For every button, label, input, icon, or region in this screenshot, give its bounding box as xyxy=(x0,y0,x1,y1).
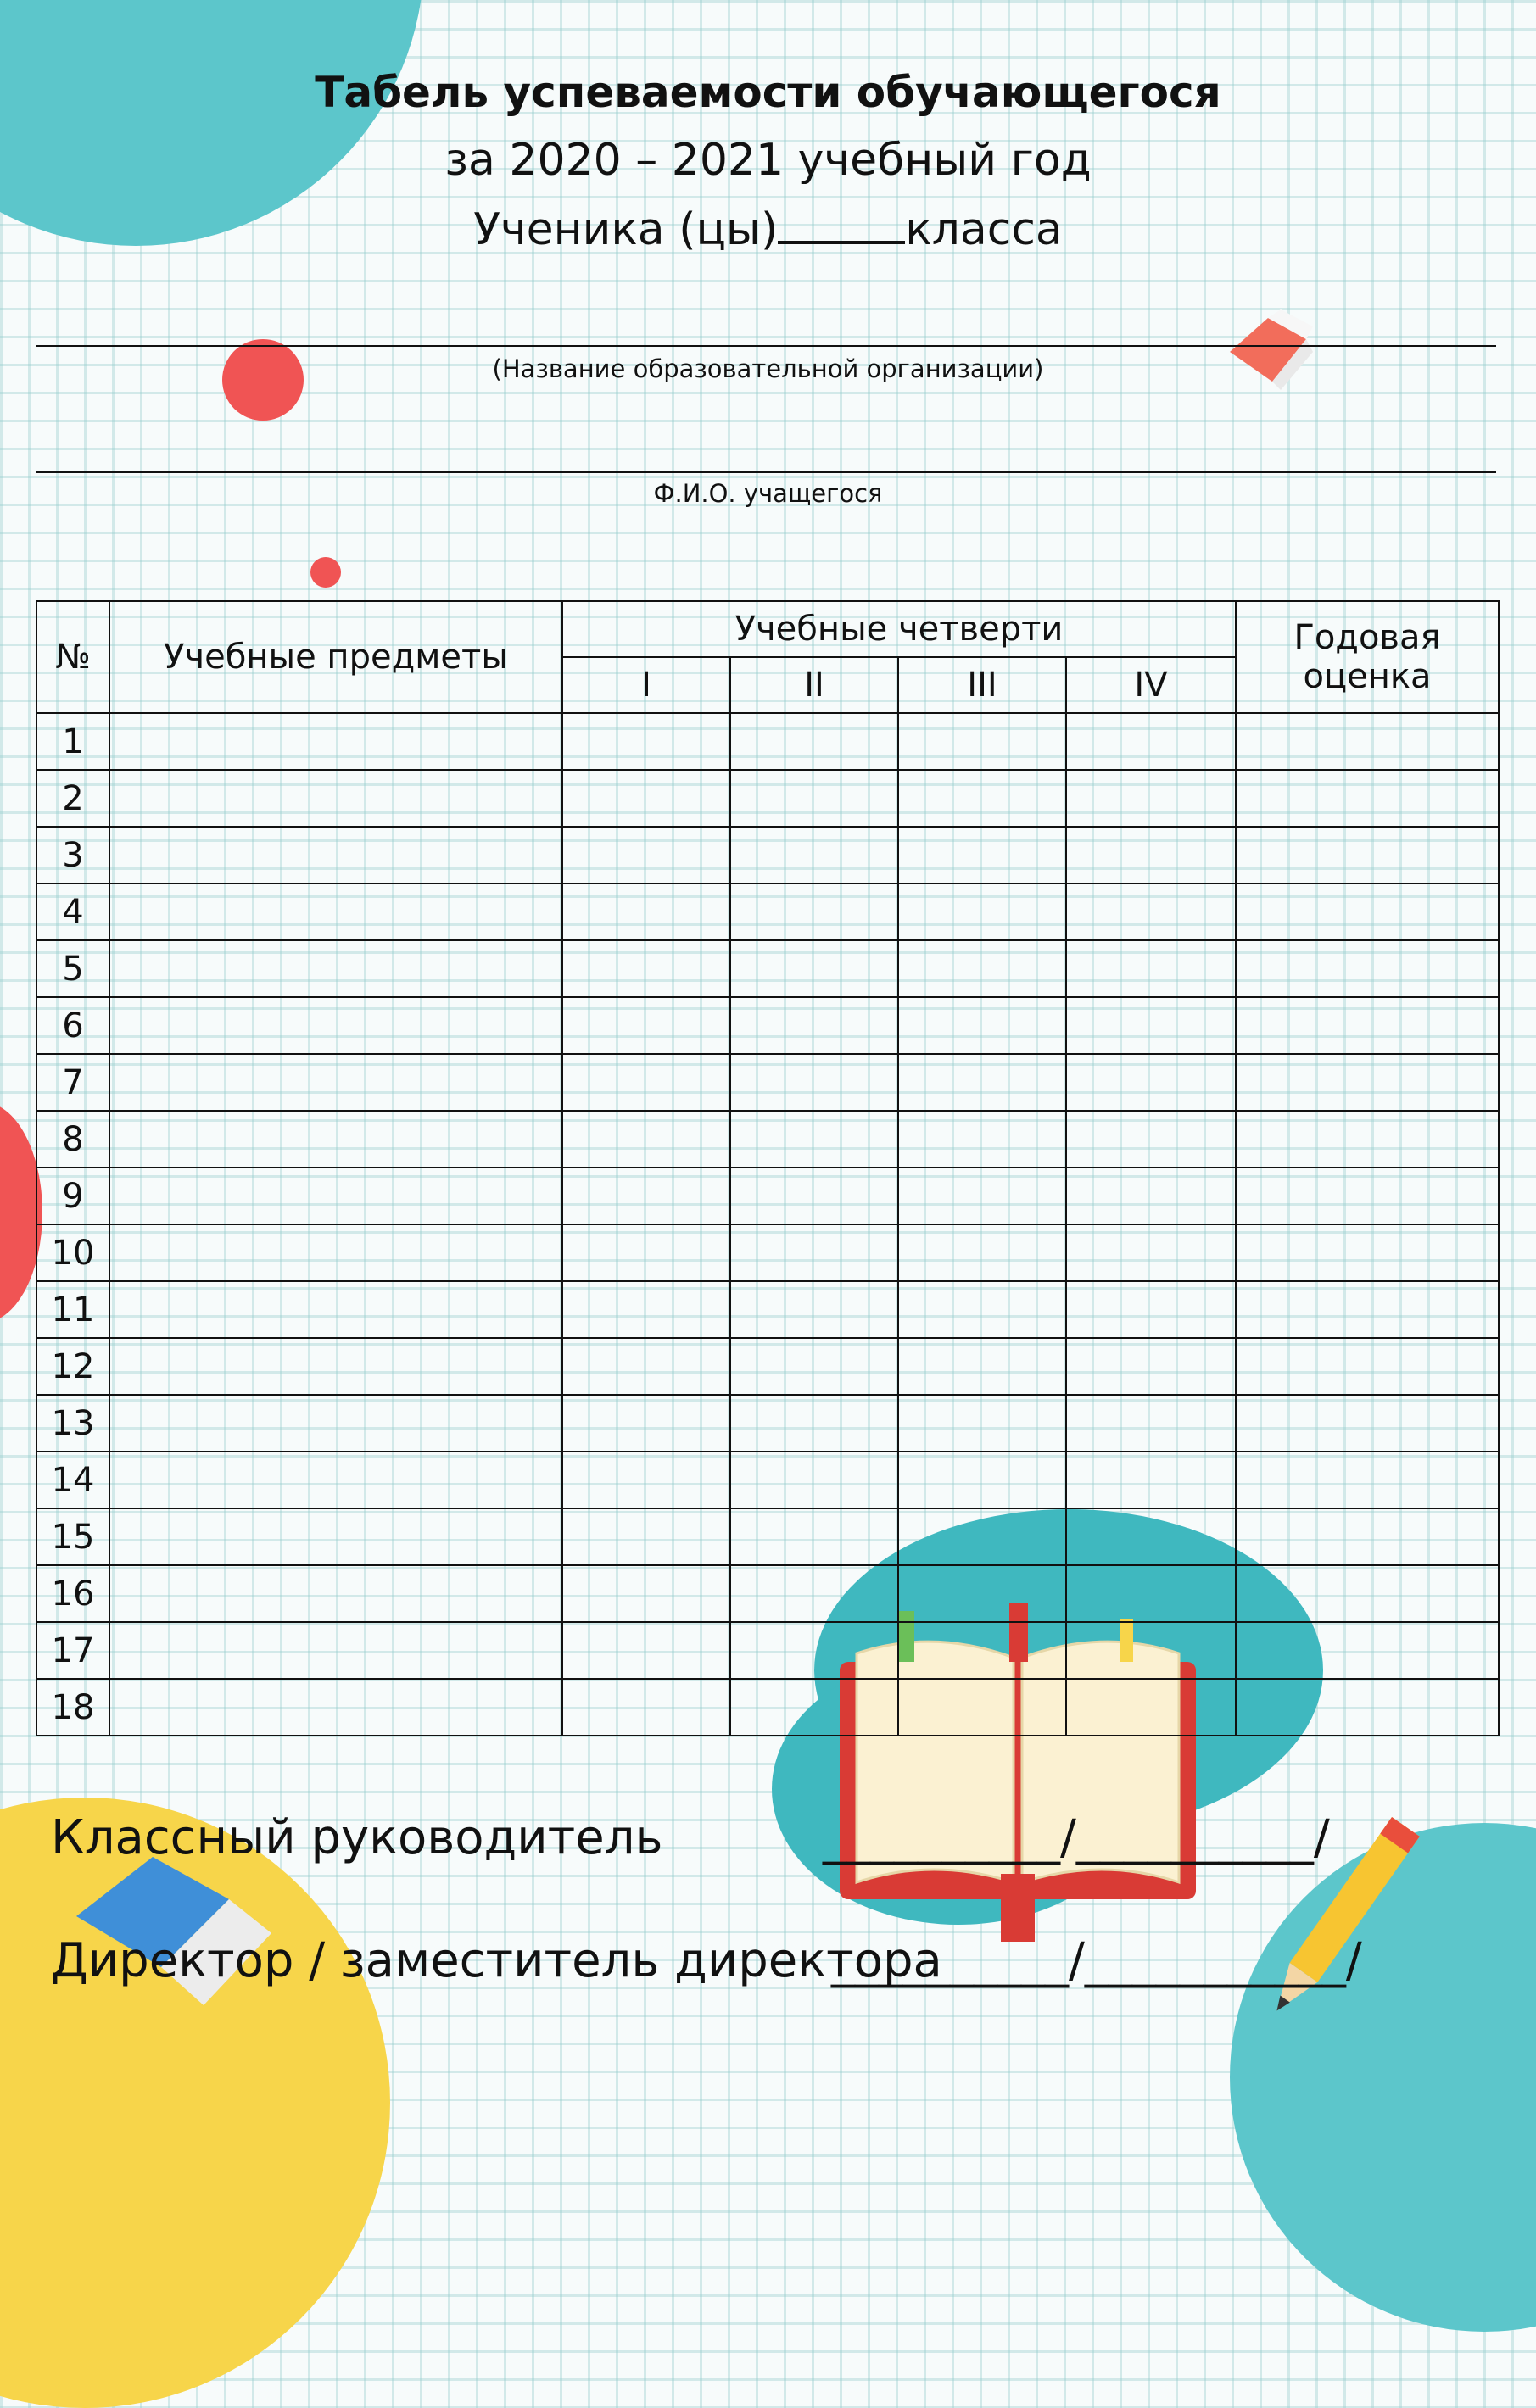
annual-grade-cell[interactable] xyxy=(1236,1395,1499,1452)
quarter-2-cell[interactable] xyxy=(730,1508,898,1565)
quarter-1-cell[interactable] xyxy=(562,770,730,827)
annual-grade-cell[interactable] xyxy=(1236,1054,1499,1111)
table-row xyxy=(36,997,1499,1054)
row-number: 5 xyxy=(36,940,109,997)
subject-cell[interactable] xyxy=(109,1565,562,1622)
quarter-3-cell[interactable] xyxy=(898,827,1066,883)
table-row xyxy=(36,1111,1499,1168)
row-number: 14 xyxy=(36,1452,109,1508)
subject-cell[interactable] xyxy=(109,827,562,883)
subject-cell[interactable] xyxy=(109,1338,562,1395)
quarter-1-cell[interactable] xyxy=(562,1452,730,1508)
quarter-4-cell[interactable] xyxy=(1066,770,1236,827)
quarter-4-header: IV xyxy=(1066,657,1236,713)
quarter-1-cell[interactable] xyxy=(562,1224,730,1281)
quarter-2-cell[interactable] xyxy=(730,1054,898,1111)
quarter-1-cell[interactable] xyxy=(562,1679,730,1736)
annual-grade-cell[interactable] xyxy=(1236,770,1499,827)
annual-grade-cell[interactable] xyxy=(1236,1338,1499,1395)
subject-cell[interactable] xyxy=(109,940,562,997)
quarter-1-cell[interactable] xyxy=(562,940,730,997)
quarter-3-cell[interactable] xyxy=(898,1452,1066,1508)
annual-grade-cell[interactable] xyxy=(1236,1224,1499,1281)
annual-grade-cell[interactable] xyxy=(1236,1679,1499,1736)
organization-caption: (Название образовательной организации) xyxy=(492,354,1044,383)
quarter-2-cell[interactable] xyxy=(730,883,898,940)
row-number: 16 xyxy=(36,1565,109,1622)
quarter-4-cell[interactable] xyxy=(1066,997,1236,1054)
director-label: Директор / заместитель директора xyxy=(51,1933,942,1988)
annual-grade-cell[interactable] xyxy=(1236,883,1499,940)
table-row xyxy=(36,1054,1499,1111)
quarter-3-cell[interactable] xyxy=(898,1054,1066,1111)
quarter-2-cell[interactable] xyxy=(730,1111,898,1168)
table-row xyxy=(36,1622,1499,1679)
student-suffix: класса xyxy=(905,204,1063,255)
subject-cell[interactable] xyxy=(109,1224,562,1281)
grades-table-body xyxy=(36,713,1499,1736)
quarter-1-cell[interactable] xyxy=(562,997,730,1054)
quarters-header: Учебные четверти xyxy=(562,601,1236,657)
quarter-3-cell[interactable] xyxy=(898,770,1066,827)
table-row xyxy=(36,1338,1499,1395)
quarter-2-cell[interactable] xyxy=(730,1622,898,1679)
class-teacher-label: Классный руководитель xyxy=(51,1810,663,1865)
quarter-3-cell[interactable] xyxy=(898,1111,1066,1168)
row-number: 12 xyxy=(36,1338,109,1395)
quarter-2-cell[interactable] xyxy=(730,1679,898,1736)
quarter-3-cell[interactable] xyxy=(898,1395,1066,1452)
table-row xyxy=(36,1679,1499,1736)
quarter-4-cell[interactable] xyxy=(1066,1452,1236,1508)
row-number: 2 xyxy=(36,770,109,827)
quarter-2-header: II xyxy=(730,657,898,713)
row-number: 4 xyxy=(36,883,109,940)
quarter-3-cell[interactable] xyxy=(898,1679,1066,1736)
quarter-3-cell[interactable] xyxy=(898,940,1066,997)
annual-grade-header-line2: оценка xyxy=(1303,657,1432,696)
annual-grade-cell[interactable] xyxy=(1236,940,1499,997)
subject-cell[interactable] xyxy=(109,1054,562,1111)
quarter-2-cell[interactable] xyxy=(730,940,898,997)
annual-grade-cell[interactable] xyxy=(1236,1622,1499,1679)
table-row xyxy=(36,770,1499,827)
table-row xyxy=(36,1452,1499,1508)
table-row xyxy=(36,827,1499,883)
quarter-1-cell[interactable] xyxy=(562,1338,730,1395)
annual-grade-cell[interactable] xyxy=(1236,713,1499,770)
quarter-3-cell[interactable] xyxy=(898,1224,1066,1281)
row-number: 11 xyxy=(36,1281,109,1338)
row-number: 3 xyxy=(36,827,109,883)
quarter-2-cell[interactable] xyxy=(730,1395,898,1452)
quarter-4-cell[interactable] xyxy=(1066,1508,1236,1565)
student-prefix: Ученика (цы) xyxy=(473,204,779,255)
grades-table xyxy=(36,600,1500,1736)
quarter-2-cell[interactable] xyxy=(730,1565,898,1622)
quarter-1-cell[interactable] xyxy=(562,1508,730,1565)
annual-grade-cell[interactable] xyxy=(1236,1111,1499,1168)
row-number: 1 xyxy=(36,713,109,770)
subject-cell[interactable] xyxy=(109,1622,562,1679)
quarter-2-cell[interactable] xyxy=(730,1224,898,1281)
table-row xyxy=(36,1168,1499,1224)
quarter-1-cell[interactable] xyxy=(562,1565,730,1622)
quarter-1-cell[interactable] xyxy=(562,1054,730,1111)
quarter-2-cell[interactable] xyxy=(730,1281,898,1338)
table-row xyxy=(36,1281,1499,1338)
row-number: 15 xyxy=(36,1508,109,1565)
row-number: 18 xyxy=(36,1679,109,1736)
row-number: 9 xyxy=(36,1168,109,1224)
subject-cell[interactable] xyxy=(109,770,562,827)
quarter-4-cell[interactable] xyxy=(1066,713,1236,770)
quarter-4-cell[interactable] xyxy=(1066,1679,1236,1736)
quarter-1-cell[interactable] xyxy=(562,827,730,883)
quarter-3-cell[interactable] xyxy=(898,1508,1066,1565)
subject-cell[interactable] xyxy=(109,1395,562,1452)
annual-grade-cell[interactable] xyxy=(1236,1452,1499,1508)
quarter-2-cell[interactable] xyxy=(730,770,898,827)
quarter-1-cell[interactable] xyxy=(562,713,730,770)
quarter-4-cell[interactable] xyxy=(1066,1168,1236,1224)
quarter-4-cell[interactable] xyxy=(1066,1281,1236,1338)
quarter-2-cell[interactable] xyxy=(730,827,898,883)
row-number: 6 xyxy=(36,997,109,1054)
annual-grade-cell[interactable] xyxy=(1236,1168,1499,1224)
quarter-4-cell[interactable] xyxy=(1066,1622,1236,1679)
quarter-1-cell[interactable] xyxy=(562,1111,730,1168)
organization-line[interactable] xyxy=(36,345,1496,347)
row-number: 7 xyxy=(36,1054,109,1111)
annual-grade-cell[interactable] xyxy=(1236,997,1499,1054)
quarter-2-cell[interactable] xyxy=(730,997,898,1054)
annual-grade-cell[interactable] xyxy=(1236,1508,1499,1565)
annual-grade-header-line1: Годовая xyxy=(1293,618,1441,657)
quarter-2-cell[interactable] xyxy=(730,1168,898,1224)
student-class-line xyxy=(0,195,1536,265)
table-row xyxy=(36,1224,1499,1281)
quarter-1-header: I xyxy=(562,657,730,713)
quarter-4-cell[interactable] xyxy=(1066,1224,1236,1281)
subject-cell[interactable] xyxy=(109,1168,562,1224)
quarter-3-cell[interactable] xyxy=(898,1281,1066,1338)
document-title: Табель успеваемости обучающегося xyxy=(315,68,1221,117)
quarter-1-cell[interactable] xyxy=(562,1622,730,1679)
quarter-3-cell[interactable] xyxy=(898,1338,1066,1395)
title-block xyxy=(0,59,1536,265)
quarter-4-cell[interactable] xyxy=(1066,1111,1236,1168)
subject-cell[interactable] xyxy=(109,1452,562,1508)
quarter-1-cell[interactable] xyxy=(562,1395,730,1452)
quarter-3-cell[interactable] xyxy=(898,1565,1066,1622)
table-row xyxy=(36,1565,1499,1622)
quarter-2-cell[interactable] xyxy=(730,1338,898,1395)
row-number: 13 xyxy=(36,1395,109,1452)
subject-cell[interactable] xyxy=(109,997,562,1054)
red-dot-decoration-small xyxy=(310,557,341,588)
table-row xyxy=(36,1395,1499,1452)
number-header: № xyxy=(36,601,109,713)
quarter-2-cell[interactable] xyxy=(730,1452,898,1508)
quarter-3-cell[interactable] xyxy=(898,713,1066,770)
quarter-1-cell[interactable] xyxy=(562,1168,730,1224)
row-number: 10 xyxy=(36,1224,109,1281)
subjects-header: Учебные предметы xyxy=(109,601,562,713)
class-blank-field[interactable] xyxy=(778,207,905,244)
subject-cell[interactable] xyxy=(109,883,562,940)
subject-cell[interactable] xyxy=(109,1281,562,1338)
annual-grade-cell[interactable] xyxy=(1236,1565,1499,1622)
quarter-1-cell[interactable] xyxy=(562,883,730,940)
quarter-4-cell[interactable] xyxy=(1066,883,1236,940)
annual-grade-header xyxy=(1236,601,1499,713)
quarter-1-cell[interactable] xyxy=(562,1281,730,1338)
quarter-4-cell[interactable] xyxy=(1066,1565,1236,1622)
school-year: за 2020 – 2021 учебный год xyxy=(444,135,1092,186)
table-row xyxy=(36,713,1499,770)
annual-grade-cell[interactable] xyxy=(1236,1281,1499,1338)
class-teacher-signature-field[interactable]: __________/__________/ xyxy=(823,1810,1330,1865)
quarter-3-cell[interactable] xyxy=(898,1622,1066,1679)
annual-grade-cell[interactable] xyxy=(1236,827,1499,883)
quarter-4-cell[interactable] xyxy=(1066,940,1236,997)
row-number: 17 xyxy=(36,1622,109,1679)
director-signature-field[interactable]: __________/___________/ xyxy=(831,1933,1362,1988)
row-number: 8 xyxy=(36,1111,109,1168)
subject-cell[interactable] xyxy=(109,1679,562,1736)
subject-cell[interactable] xyxy=(109,713,562,770)
quarter-3-header: III xyxy=(898,657,1066,713)
table-row xyxy=(36,1508,1499,1565)
quarter-3-cell[interactable] xyxy=(898,883,1066,940)
table-row xyxy=(36,883,1499,940)
subject-cell[interactable] xyxy=(109,1508,562,1565)
table-row xyxy=(36,940,1499,997)
quarter-3-cell[interactable] xyxy=(898,997,1066,1054)
quarter-4-cell[interactable] xyxy=(1066,827,1236,883)
student-name-caption: Ф.И.О. учащегося xyxy=(653,479,883,508)
quarter-4-cell[interactable] xyxy=(1066,1395,1236,1452)
subject-cell[interactable] xyxy=(109,1111,562,1168)
student-name-line[interactable] xyxy=(36,471,1496,473)
quarter-3-cell[interactable] xyxy=(898,1168,1066,1224)
quarter-2-cell[interactable] xyxy=(730,713,898,770)
quarter-4-cell[interactable] xyxy=(1066,1054,1236,1111)
quarter-4-cell[interactable] xyxy=(1066,1338,1236,1395)
